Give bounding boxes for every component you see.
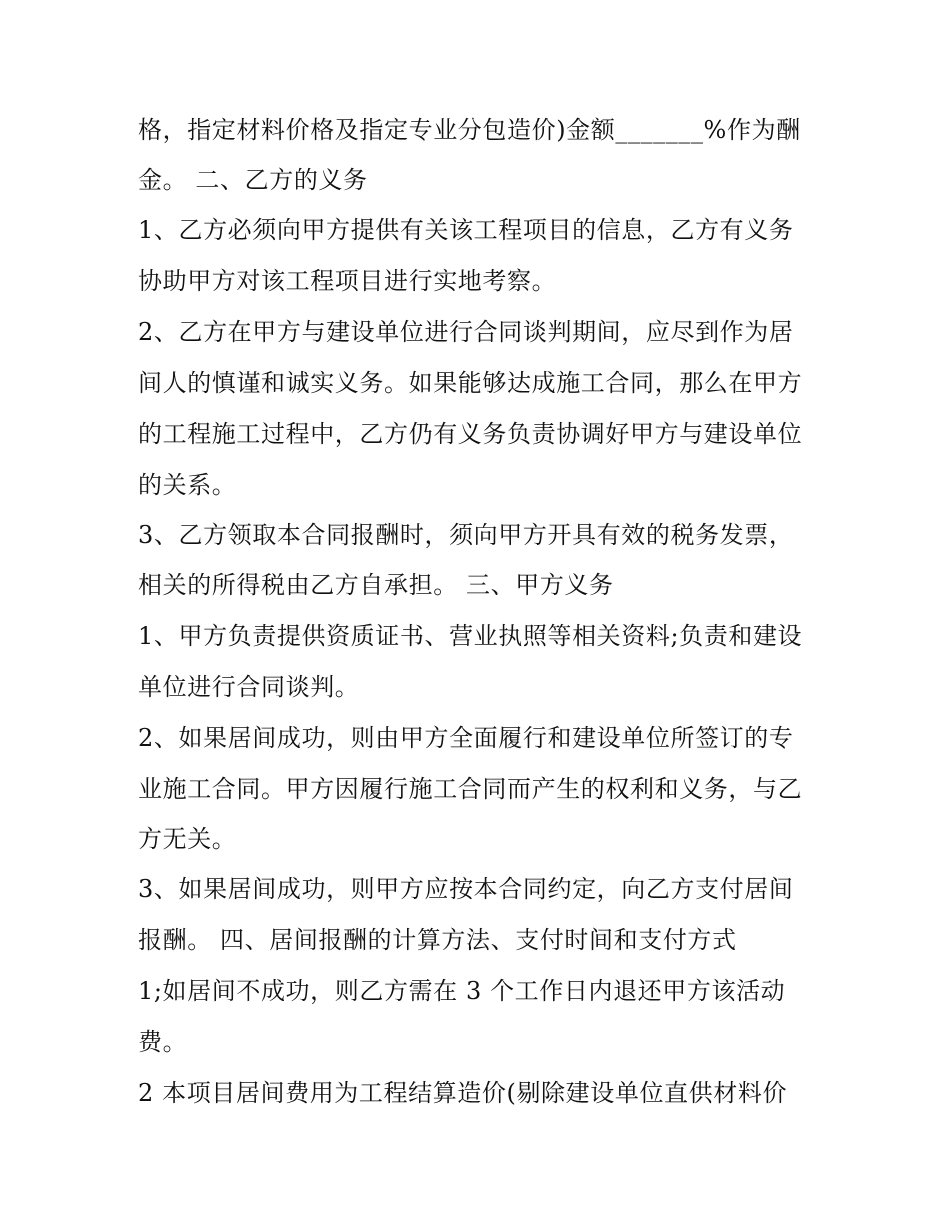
text-line-20: 2 本项目居间费用为工程结算造价(剔除建设单位直供材料价 bbox=[138, 1079, 788, 1107]
text-line-16: 3、如果居间成功，则甲方应按本合同约定，向乙方支付居间 bbox=[138, 875, 794, 903]
text-line-17: 报酬。 四、居间报酬的计算方法、支付时间和支付方式 bbox=[138, 926, 737, 954]
text-line-15: 方无关。 bbox=[138, 825, 237, 853]
text-line-10: 相关的所得税由乙方自承担。 三、甲方义务 bbox=[138, 571, 614, 599]
text-line-2: 金。 二、乙方的义务 bbox=[138, 166, 368, 194]
text-line-8: 的关系。 bbox=[138, 471, 237, 499]
text-line-4: 协助甲方对该工程项目进行实地考察。 bbox=[138, 267, 557, 295]
text-line-7: 的工程施工过程中，乙方仍有义务负责协调好甲方与建设单位 bbox=[138, 420, 803, 448]
text-line-14: 业施工合同。甲方因履行施工合同而产生的权利和义务，与乙 bbox=[138, 775, 803, 803]
text-line-3: 1、乙方必须向甲方提供有关该工程项目的信息，乙方有义务 bbox=[138, 216, 794, 244]
text-line-9: 3、乙方领取本合同报酬时，须向甲方开具有效的税务发票， bbox=[138, 521, 794, 549]
text-line-19: 费。 bbox=[138, 1028, 188, 1056]
text-line-11: 1、甲方负责提供资质证书、营业执照等相关资料;负责和建设 bbox=[138, 622, 803, 650]
text-line-6: 间人的慎谨和诚实义务。如果能够达成施工合同，那么在甲方 bbox=[138, 369, 803, 397]
text-line-5: 2、乙方在甲方与建设单位进行合同谈判期间，应尽到作为居 bbox=[138, 318, 794, 346]
text-line-13: 2、如果居间成功，则由甲方全面履行和建设单位所签订的专 bbox=[138, 724, 794, 752]
text-line-12: 单位进行合同谈判。 bbox=[138, 673, 360, 701]
text-line-18: 1;如居间不成功，则乙方需在 3 个工作日内退还甲方该活动 bbox=[138, 977, 786, 1005]
text-line-1: 格，指定材料价格及指定专业分包造价)金额_______%作为酬 bbox=[138, 116, 801, 144]
